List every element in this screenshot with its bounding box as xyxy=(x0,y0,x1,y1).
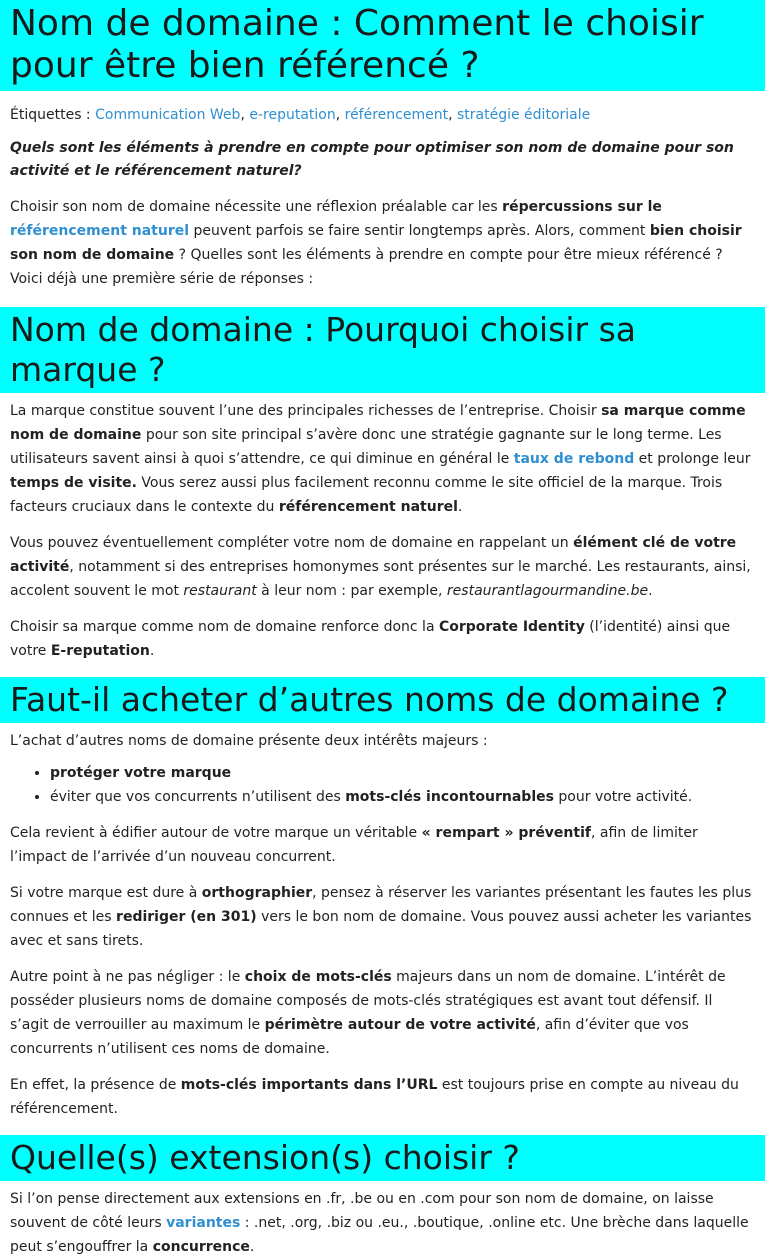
section-autres-noms xyxy=(0,723,765,1121)
paragraph: Autre point à ne pas négliger : le choix de mots-clés majeurs dans un nom de domaine. L’intérêt de posséder plusieurs noms de domaine composés de mots-clés stratégiques est avant tout défensif. Il s’agit de verrouiller au maximum le périmètre autour de votre activité, afin d’éviter que vos concurrents n’utilisent ces noms de domaine. xyxy=(10,969,726,1057)
intro-paragraph: Choisir son nom de domaine nécessite une réflexion préalable car les répercussions sur le référencement naturel peuvent parfois se faire sentir longtemps après. Alors, comment bien choisir son nom de domaine ? Quelles sont les éléments à prendre en compte pour être mieux référencé ? Voici déjà une première série de réponses : xyxy=(10,199,742,287)
list-item: • éviter que vos concurrents n’utilisent des mots-clés incontournables pour votre activité. xyxy=(50,785,755,809)
paragraph: Vous pouvez éventuellement compléter votre nom de domaine en rappelant un élément clé de votre activité, notamment si des entreprises homonymes sont présentes sur le marché. Les restaurants, ainsi, accolent souvent le mot restaurant à leur nom : par exemple, restaurantlagourmandine.be. xyxy=(10,535,751,599)
link-taux-de-rebond[interactable]: taux de rebond xyxy=(513,451,635,467)
link-referencement-naturel[interactable]: référencement naturel xyxy=(10,223,190,239)
tag-link-referencement[interactable]: référencement xyxy=(344,107,449,123)
bullet-list xyxy=(10,761,755,809)
section-extensions xyxy=(0,1181,765,1259)
tags-line: Étiquettes : Communication Web, e-reputation, référencement, stratégie éditoriale xyxy=(10,107,591,123)
paragraph: Cela revient à édifier autour de votre marque un véritable « rempart » préventif, afin de limiter l’impact de l’arrivée d’un nouveau concurrent. xyxy=(10,825,698,865)
section-heading-extensions: Quelle(s) extension(s) choisir ? xyxy=(0,1135,765,1181)
tag-link-strategie-editoriale[interactable]: stratégie éditoriale xyxy=(457,107,591,123)
tag-link-communication-web[interactable]: Communication Web xyxy=(95,107,241,123)
page-title: Nom de domaine : Comment le choisir pour être bien référencé ? xyxy=(0,0,765,91)
paragraph: Si votre marque est dure à orthographier, pensez à réserver les variantes présentant les fautes les plus connues et les rediriger (en 301) vers le bon nom de domaine. Vous pouvez aussi acheter les variantes avec et sans tirets. xyxy=(10,885,752,949)
paragraph: L’achat d’autres noms de domaine présente deux intérêts majeurs : xyxy=(10,733,488,749)
list-item: • protéger votre marque xyxy=(50,761,755,785)
paragraph: En effet, la présence de mots-clés importants dans l’URL est toujours prise en compte au niveau du référencement. xyxy=(10,1077,739,1117)
link-variantes[interactable]: variantes xyxy=(166,1215,241,1231)
paragraph: La marque constitue souvent l’une des principales richesses de l’entreprise. Choisir sa marque comme nom de domaine pour son site principal s’avère donc une stratégie gagnante sur le long terme. Les utilisateurs savent ainsi à quoi s’attendre, ce qui diminue en général le taux de rebond et prolonge leur temps de visite. Vous serez aussi plus facilement reconnu comme le site officiel de la marque. Trois facteurs cruciaux dans le contexte du référencement naturel. xyxy=(10,403,751,515)
article-intro xyxy=(0,91,765,291)
tags-label: Étiquettes : xyxy=(10,107,96,123)
paragraph: Choisir sa marque comme nom de domaine renforce donc la Corporate Identity (l’identité) ainsi que votre E-reputation. xyxy=(10,619,731,659)
section-heading-marque: Nom de domaine : Pourquoi choisir sa marque ? xyxy=(0,307,765,393)
tag-link-e-reputation[interactable]: e-reputation xyxy=(249,107,336,123)
lead-paragraph: Quels sont les éléments à prendre en compte pour optimiser son nom de domaine pour son activité et le référencement naturel? xyxy=(10,140,734,179)
section-marque xyxy=(0,393,765,663)
section-heading-autres-noms: Faut-il acheter d’autres noms de domaine ? xyxy=(0,677,765,723)
paragraph: Si l’on pense directement aux extensions en .fr, .be ou en .com pour son nom de domaine, on laisse souvent de côté leurs variantes : .net, .org, .biz ou .eu., .boutique, .online etc. Une brèche dans laquelle peut s’engouffrer la concurrence. xyxy=(10,1191,749,1255)
